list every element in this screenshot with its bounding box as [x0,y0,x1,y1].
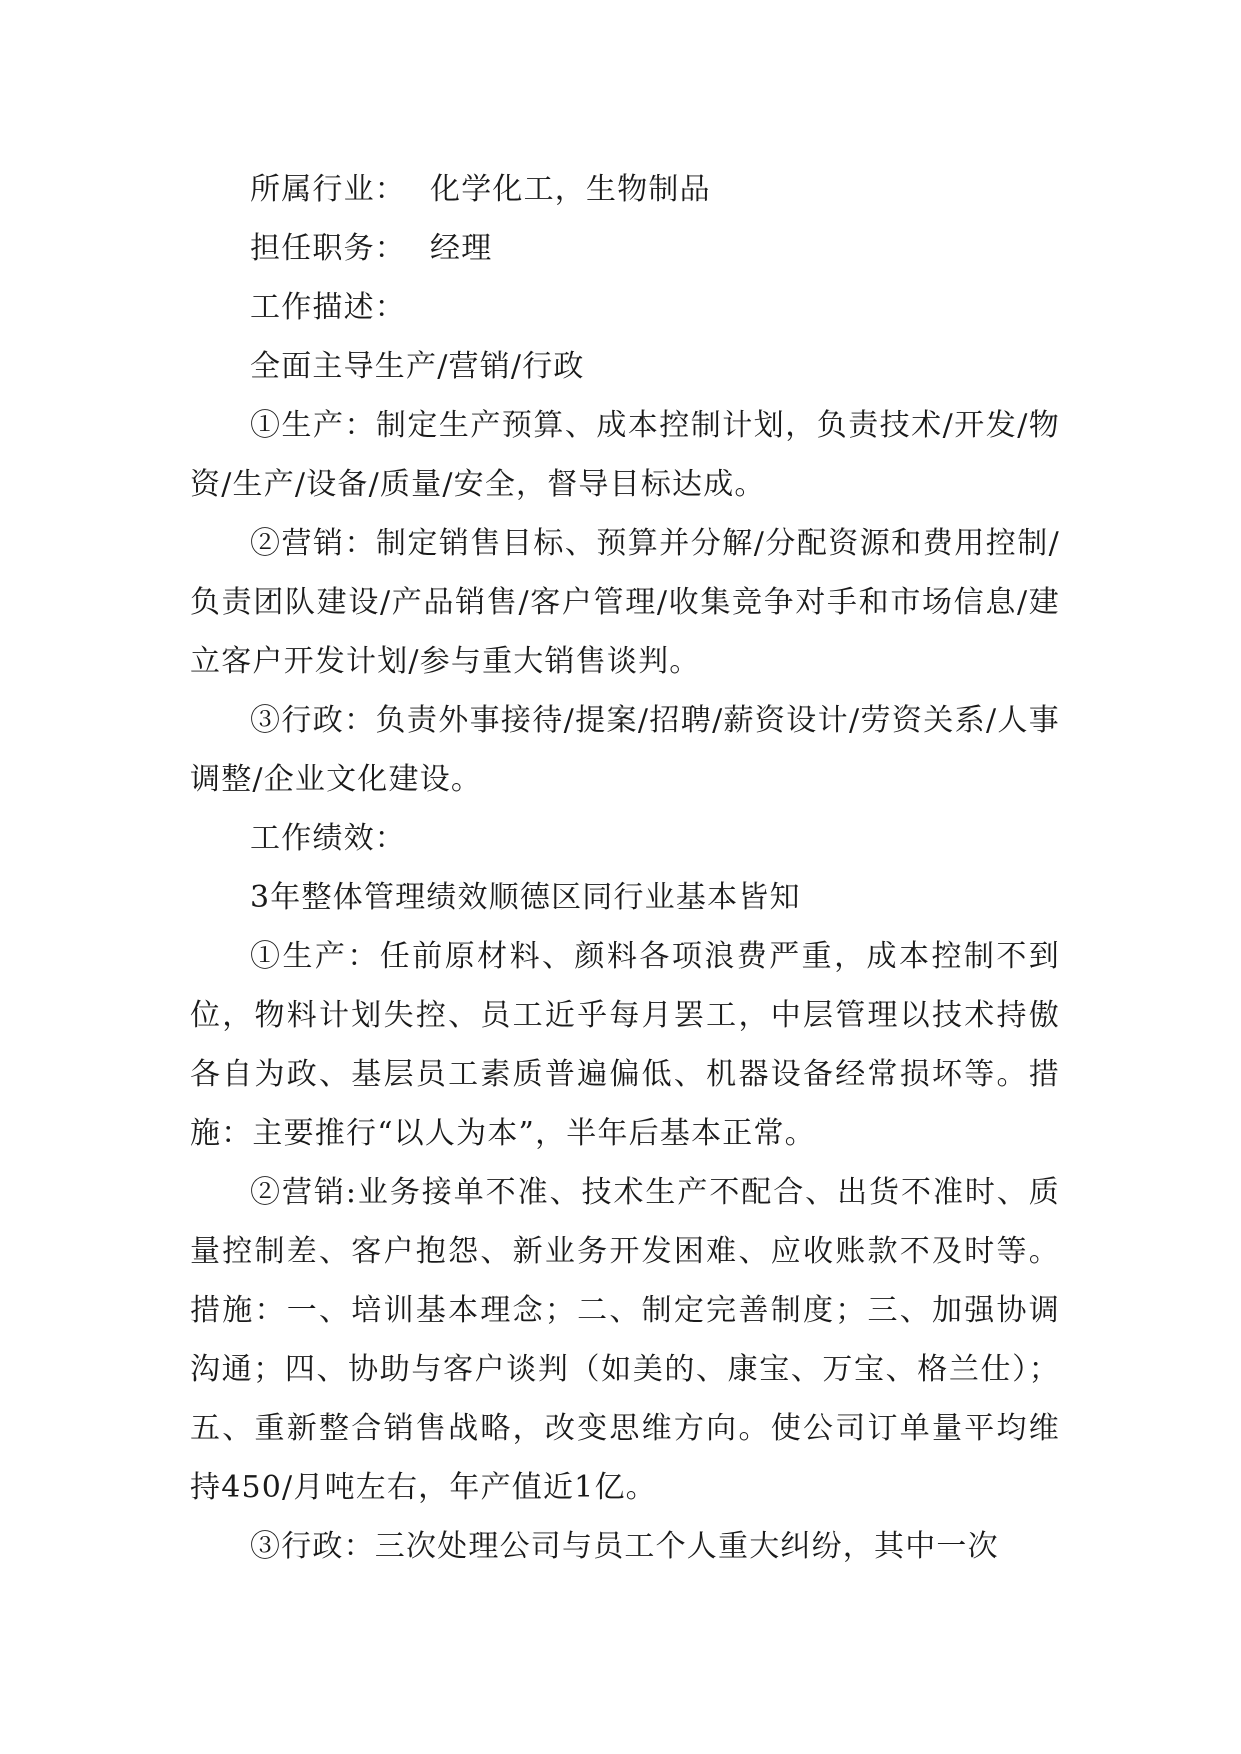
position-field [190,219,1060,278]
document-body [190,160,1060,1576]
position-label: 担任职务： [250,231,406,266]
performance-administration: ③行政：三次处理公司与员工个人重大纠纷，其中一次 [250,1529,999,1564]
job-description-heading: 工作描述： [250,290,406,325]
performance-heading: 工作绩效： [250,821,406,856]
performance-summary: 3年整体管理绩效顺德区同行业基本皆知 [250,880,801,915]
job-description-marketing: ②营销：制定销售目标、预算并分解/分配资源和费用控制/负责团队建设/产品销售/客户管理/收集竞争对手和市场信息/建立客户开发计划/参与重大销售谈判。 [190,526,1060,679]
industry-label: 所属行业： [250,172,406,207]
job-description-production: ①生产：制定生产预算、成本控制计划，负责技术/开发/物资/生产/设备/质量/安全，督导目标达成。 [190,408,1060,502]
position-value: 经理 [430,231,493,266]
industry-value: 化学化工，生物制品 [430,172,711,207]
job-description-summary: 全面主导生产/营销/行政 [250,349,585,384]
performance-production: ①生产：任前原材料、颜料各项浪费严重，成本控制不到位，物料计划失控、员工近乎每月罢工，中层管理以技术持傲各自为政、基层员工素质普遍偏低、机器设备经常损坏等。措施：主要推行“以人为本”，半年后基本正常。 [190,939,1060,1151]
industry-field [190,160,1060,219]
performance-marketing: ②营销:业务接单不准、技术生产不配合、出货不准时、质量控制差、客户抱怨、新业务开发困难、应收账款不及时等。措施：一、培训基本理念；二、制定完善制度；三、加强协调沟通；四、协助与客户谈判（如美的、康宝、万宝、格兰仕）；五、重新整合销售战略，改变思维方向。使公司订单量平均维持450/月吨左右，年产值近1亿。 [190,1175,1060,1505]
job-description-administration: ③行政：负责外事接待/提案/招聘/薪资设计/劳资关系/人事调整/企业文化建设。 [190,703,1060,797]
